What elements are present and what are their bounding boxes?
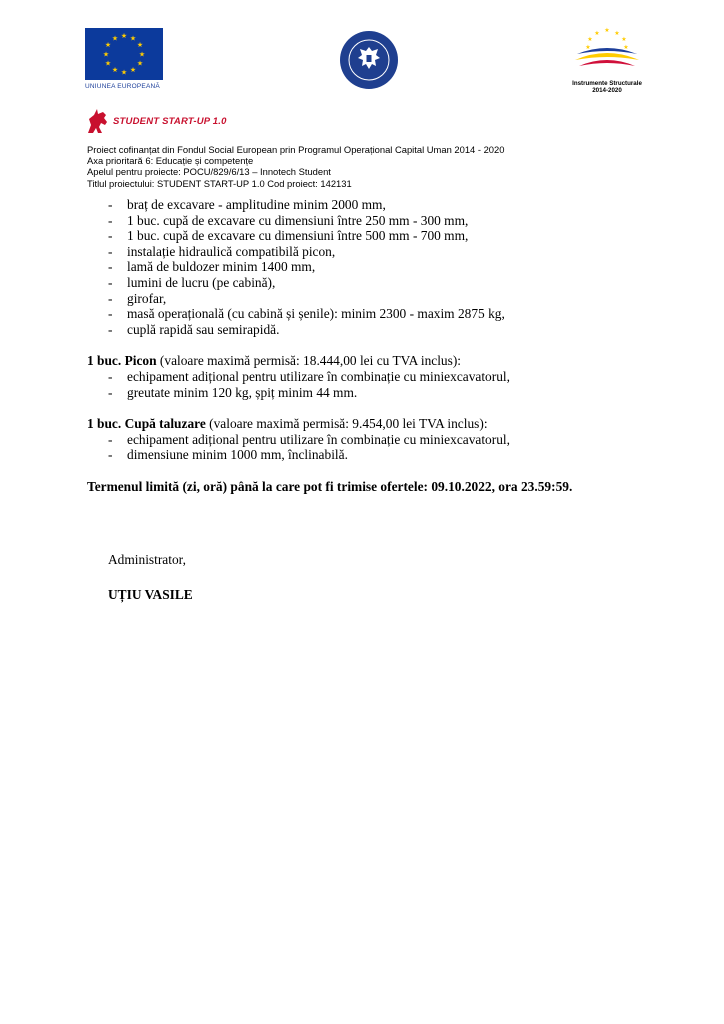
signature-role: Administrator, [108, 552, 186, 567]
list-item: - greutate minim 120 kg, șpiț minim 44 mm. [87, 385, 647, 401]
project-info [87, 144, 504, 189]
project-info-line: Apelul pentru proiecte: POCU/829/6/13 – Innotech Student [87, 166, 331, 178]
startup-logo-text: STUDENT START-UP 1.0 [113, 115, 227, 127]
list-item: - lumini de lucru (pe cabină), [87, 275, 647, 291]
picon-heading [87, 353, 647, 369]
list-item: - braț de excavare - amplitudine minim 2000 mm, [87, 197, 647, 213]
picon-title: 1 buc. Picon [87, 353, 157, 369]
cupa-value: (valoare maximă permisă: 9.454,00 lei TVA inclus): [205, 416, 488, 432]
svg-text:★: ★ [129, 66, 137, 74]
svg-text:★: ★ [129, 34, 137, 43]
svg-text:★: ★ [102, 50, 110, 59]
list-item: - masă operațională (cu cabină și șenile): minim 2300 - maxim 2875 kg, [87, 306, 647, 322]
svg-text:★: ★ [604, 27, 610, 34]
is-caption-line2: 2014-2020 [592, 87, 622, 94]
project-info-line: Proiect cofinanțat din Fondul Social European prin Programul Operațional Capital Uman 2014 - 2020 [87, 144, 505, 155]
picon-spec-list [87, 369, 647, 400]
government-seal-icon [338, 29, 400, 91]
svg-text:★: ★ [120, 32, 128, 40]
picon-value: (valoare maximă permisă: 18.444,00 lei cu TVA inclus): [156, 353, 462, 369]
svg-text:★: ★ [111, 34, 119, 43]
cupa-title: 1 buc. Cupă taluzare [87, 416, 206, 432]
svg-text:★: ★ [111, 66, 119, 74]
svg-text:★: ★ [104, 59, 112, 68]
romanian-government-logo [338, 29, 400, 91]
list-item: - cuplă rapidă sau semirapidă. [87, 322, 647, 338]
signature-block [108, 552, 193, 602]
list-item: - echipament adițional pentru utilizare în combinație cu miniexcavatorul, [87, 432, 647, 448]
list-item: - lamă de buldozer minim 1400 mm, [87, 259, 647, 275]
instrumente-structurale-logo [567, 24, 647, 96]
excavator-spec-list [87, 197, 647, 337]
document-body [87, 197, 647, 495]
svg-text:★: ★ [138, 50, 146, 59]
cupa-heading [87, 416, 647, 432]
instrumente-structurale-icon [567, 24, 647, 80]
student-startup-logo [85, 106, 227, 136]
svg-text:★: ★ [621, 36, 627, 43]
unicorn-icon [85, 107, 111, 135]
svg-text:★: ★ [120, 68, 128, 77]
svg-text:★: ★ [594, 30, 600, 37]
eu-flag-icon [85, 28, 163, 80]
is-caption-line1: Instrumente Structurale [572, 80, 642, 87]
list-item: - instalație hidraulică compatibilă picon, [87, 244, 647, 260]
deadline-text: Termenul limită (zi, oră) până la care pot fi trimise ofertele: 09.10.2022, ora 23.59:59. [87, 478, 573, 494]
cupa-spec-list [87, 432, 647, 463]
svg-text:★: ★ [136, 59, 144, 68]
svg-text:★: ★ [585, 44, 591, 51]
svg-text:★: ★ [136, 41, 144, 49]
svg-text:★: ★ [623, 44, 629, 51]
project-info-line: Titlul proiectului: STUDENT START-UP 1.0 Cod proiect: 142131 [87, 177, 352, 189]
list-item: - girofar, [87, 291, 647, 307]
project-info-line: Axa prioritară 6: Educație și competențe [87, 155, 254, 167]
instrumente-structurale-caption [567, 80, 647, 94]
svg-text:★: ★ [104, 41, 112, 49]
list-item: - echipament adițional pentru utilizare în combinație cu miniexcavatorul, [87, 369, 647, 385]
list-item: - dimensiune minim 1000 mm, înclinabilă. [87, 447, 647, 463]
eu-caption: UNIUNEA EUROPEANĂ [85, 83, 160, 90]
svg-text:★: ★ [587, 36, 593, 43]
svg-text:★: ★ [614, 30, 620, 37]
eu-logo [85, 28, 165, 90]
signature-name: UȚIU VASILE [108, 586, 193, 602]
list-item: - 1 buc. cupă de excavare cu dimensiuni între 250 mm - 300 mm, [87, 213, 647, 229]
list-item: - 1 buc. cupă de excavare cu dimensiuni între 500 mm - 700 mm, [87, 228, 647, 244]
